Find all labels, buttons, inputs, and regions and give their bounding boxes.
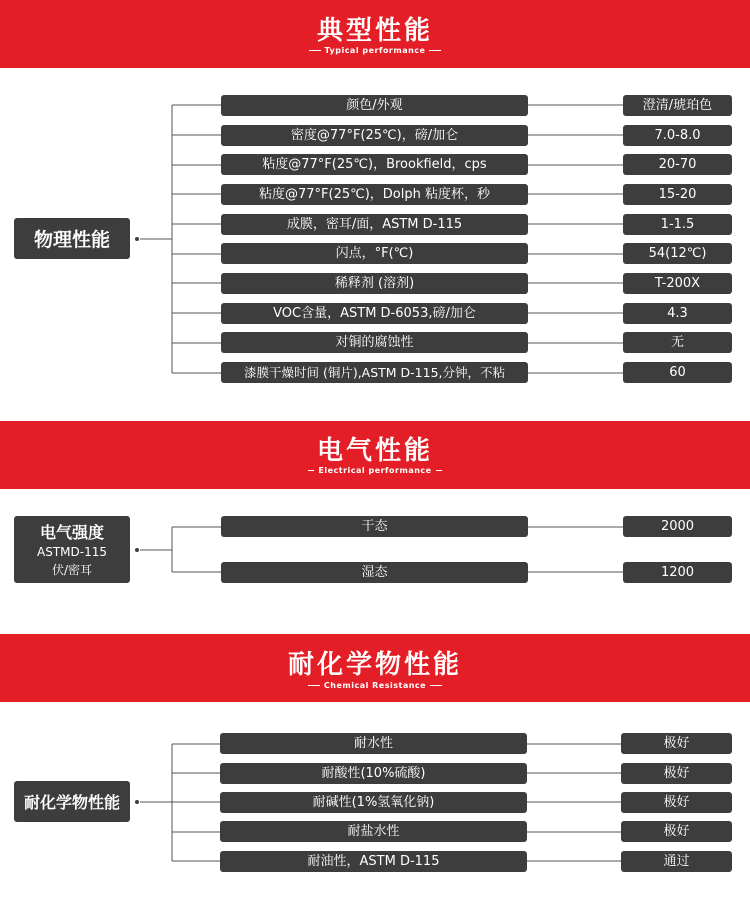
property-value: 通过 [621,851,732,872]
property-label: 耐酸性(10%硫酸) [220,763,527,784]
property-value: 极好 [621,763,732,784]
property-value: 极好 [621,792,732,813]
section-header-chemical [0,634,750,702]
property-value: 4.3 [623,303,732,324]
category-label: 物理性能 [33,229,110,251]
section-subtitle: Chemical Resistance [0,681,750,690]
category-label-line: ASTMD-115 [37,545,107,559]
property-label: 漆膜干燥时间 (铜片),ASTM D-115,分钟，不粘 [221,362,528,383]
property-value: 极好 [621,821,732,842]
section-title: 电气性能 [316,436,433,466]
property-value: 1200 [623,562,732,583]
section-subtitle: Typical performance [0,46,750,55]
property-label: 耐水性 [220,733,527,754]
property-value: 1-1.5 [623,214,732,235]
property-label: 闪点，°F(℃) [221,243,528,264]
property-label: 密度@77°F(25℃)，磅/加仑 [221,125,528,146]
category-physical [14,218,130,259]
property-label: 耐盐水性 [220,821,527,842]
property-value: 澄清/琥珀色 [623,95,732,116]
connector-dot [135,237,139,241]
section-header-electrical [0,421,750,489]
property-value: T-200X [623,273,732,294]
category-chemical [14,781,130,822]
category-label: 耐化学物性能 [23,793,120,812]
section-title: 耐化学物性能 [287,650,462,680]
property-label: 耐油性，ASTM D-115 [220,851,527,872]
section-header-typical [0,0,750,68]
property-label: 粘度@77°F(25℃)，Dolph 粘度杯，秒 [221,184,528,205]
category-electrical [14,516,130,583]
property-label: 成膜，密耳/面，ASTM D-115 [221,214,528,235]
property-label: 对铜的腐蚀性 [221,332,528,353]
connector-dot [135,548,139,552]
property-value: 54(12℃) [623,243,732,264]
property-value: 2000 [623,516,732,537]
category-label-line: 伏/密耳 [51,563,93,577]
property-label: 湿态 [221,562,528,583]
category-label: 电气强度 [39,523,104,542]
property-label: 稀释剂 (溶剂) [221,273,528,294]
property-value: 7.0-8.0 [623,125,732,146]
property-label: 颜色/外观 [221,95,528,116]
property-label: 耐碱性(1%氢氧化钠) [220,792,527,813]
property-value: 极好 [621,733,732,754]
section-subtitle: Electrical performance [0,466,750,475]
property-value: 无 [623,332,732,353]
property-value: 60 [623,362,732,383]
property-label: 粘度@77°F(25℃)，Brookfield，cps [221,154,528,175]
property-label: 干态 [221,516,528,537]
connector-dot [135,800,139,804]
property-value: 15-20 [623,184,732,205]
property-label: VOC含量，ASTM D-6053,磅/加仑 [221,303,528,324]
property-value: 20-70 [623,154,732,175]
section-title: 典型性能 [316,16,433,46]
